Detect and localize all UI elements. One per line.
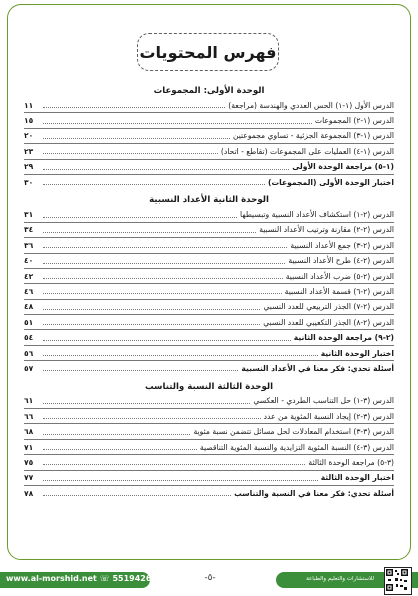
- toc-row-page: ٣١: [24, 210, 34, 220]
- toc-row-title: الدرس (٢-٥) ضرب الأعداد النسبية: [285, 271, 394, 281]
- toc-row[interactable]: [24, 409, 394, 424]
- toc-row[interactable]: [24, 223, 394, 238]
- toc-row-title: الدرس الأول (١-١) الحس العددي والهندسة (مراجعة): [228, 100, 394, 110]
- unit-3-heading: الوحدة الثالثة النسبة والتناسب: [144, 381, 274, 392]
- toc-row-title: الدرس (٢-٣) جمع الأعداد النسبية: [290, 240, 394, 250]
- toc-row-title: أسئلة تحدي: فكر معنا في النسبة والتناسب: [234, 488, 394, 498]
- toc-row[interactable]: [24, 330, 394, 345]
- toc-row-page: ٢٠: [24, 131, 34, 141]
- toc-row-title: الدرس (٣-٤) النسبة المئوية التزايدية والنسبة المئوية التناقصية: [199, 442, 394, 452]
- toc-row-title: اختبار الوحدة الأولى (المجموعات): [268, 177, 394, 187]
- toc-row-title: الدرس (١-٤) العمليات على المجموعات (تقاطع - اتحاد): [220, 146, 394, 156]
- toc-row[interactable]: [24, 394, 394, 409]
- toc-row-page: ١١: [24, 100, 34, 110]
- toc-row[interactable]: [24, 300, 394, 315]
- toc-row-page: ٤٨: [24, 302, 34, 312]
- toc-row-title: الدرس (٢-٦) قسمة الأعداد النسبية: [284, 286, 394, 296]
- toc-row[interactable]: [24, 175, 394, 189]
- toc-row[interactable]: [24, 160, 394, 175]
- toc-row-page: ٥١: [24, 317, 34, 327]
- toc-row[interactable]: [24, 455, 394, 470]
- toc-row[interactable]: [24, 238, 394, 253]
- page-title: فهرس المحتويات: [137, 33, 279, 71]
- toc-row-title: (١-٥) مراجعة الوحدة الأولى: [292, 162, 394, 172]
- toc-row[interactable]: [24, 113, 394, 128]
- toc-row-title: اختبار الوحدة الثانية: [320, 348, 394, 358]
- toc-row-page: ٤٢: [24, 271, 34, 281]
- page-footer: [0, 566, 418, 596]
- toc-row-page: ٧٧: [24, 473, 34, 483]
- toc-row-title: الدرس (٢-٧) الجذر التربيعي للعدد النسبي: [263, 302, 394, 312]
- toc-row-page: ٥٦: [24, 348, 34, 358]
- toc-row-page: ٣٤: [24, 225, 34, 235]
- unit-1-heading: الوحدة الأولى: المجموعات: [153, 86, 265, 96]
- toc-row-page: ٤٠: [24, 256, 34, 266]
- toc-row-page: ٣٦: [24, 240, 34, 250]
- toc-row[interactable]: [24, 284, 394, 299]
- toc-row[interactable]: [24, 346, 394, 361]
- toc-row-title: الدرس (٢-٢) مقارنة وترتيب الأعداد النسبية: [259, 225, 394, 235]
- toc-row-page: ٦١: [24, 396, 34, 406]
- toc-row-title: اختبار الوحدة الثالثة: [320, 473, 394, 483]
- toc-row-title: الدرس (٢-٤) طرح الأعداد النسبية: [288, 256, 394, 266]
- page-number: -٥-: [204, 573, 216, 583]
- toc-row[interactable]: [24, 440, 394, 455]
- toc-row-page: ٦٦: [24, 411, 34, 421]
- toc-row-page: ٤٦: [24, 286, 34, 296]
- toc-row-title: (٢-٩) مراجعة الوحدة الثانية: [293, 333, 394, 343]
- toc-row-title: الدرس (٣-٣) استخدام المعادلات لحل مسائل تتضمن نسبة مئوية: [193, 427, 394, 437]
- toc-row-title: أسئلة تحدي: فكر معنا في الأعداد النسبية: [241, 363, 394, 373]
- toc-row-title: الدرس (٣-١) حل التناسب الطردي - العكسي: [253, 396, 394, 406]
- footer-contact: [6, 574, 157, 583]
- toc-row-page: ٧٨: [24, 488, 34, 498]
- toc-row[interactable]: [24, 144, 394, 159]
- toc-row-page: ٢٩: [24, 162, 34, 172]
- toc-row-page: ٥٤: [24, 333, 34, 343]
- toc-row-title: الدرس (١-٣) المجموعة الجزئية - تساوي مجموعتين: [232, 131, 394, 141]
- publisher-text: للاستشارات والتعليم والطباعة: [306, 576, 374, 582]
- table-of-contents: [24, 84, 394, 500]
- toc-row-title: الدرس (٢-١) استكشاف الأعداد النسبية وتبسيطها: [240, 210, 394, 220]
- toc-row-title: الدرس (٢-٨) الجذر التكعيبي للعدد النسبي: [263, 317, 394, 327]
- toc-row[interactable]: [24, 361, 394, 375]
- phone-number: 55194267: [112, 574, 157, 583]
- toc-row[interactable]: [24, 424, 394, 439]
- toc-row[interactable]: [24, 471, 394, 486]
- qr-code-icon[interactable]: [384, 567, 412, 595]
- website-link[interactable]: www.al-morshid.net: [6, 574, 97, 583]
- toc-row[interactable]: [24, 207, 394, 222]
- toc-row[interactable]: [24, 98, 394, 113]
- toc-row-page: ٣٠: [24, 177, 34, 187]
- toc-row-page: ٥٧: [24, 363, 34, 373]
- toc-row[interactable]: [24, 269, 394, 284]
- toc-row-page: ٧٥: [24, 457, 34, 467]
- toc-row[interactable]: [24, 254, 394, 269]
- phone-icon: ☏: [99, 574, 110, 583]
- unit-2-heading: الوحدة الثانية الأعداد النسبية: [149, 195, 269, 206]
- toc-row-page: ٢٣: [24, 146, 34, 156]
- toc-row-title: (٣-٥) مراجعة الوحدة الثالثة: [308, 457, 394, 467]
- toc-row-page: ٦٨: [24, 427, 34, 437]
- toc-row[interactable]: [24, 315, 394, 330]
- toc-row-page: ١٥: [24, 116, 34, 126]
- toc-row[interactable]: [24, 129, 394, 144]
- toc-row-page: ٧١: [24, 442, 34, 452]
- toc-row-title: الدرس (٣-٢) إيجاد النسبة المئوية من عدد: [263, 411, 394, 421]
- toc-row-title: الدرس (١-٢) المجموعات: [314, 116, 394, 126]
- toc-row[interactable]: [24, 486, 394, 500]
